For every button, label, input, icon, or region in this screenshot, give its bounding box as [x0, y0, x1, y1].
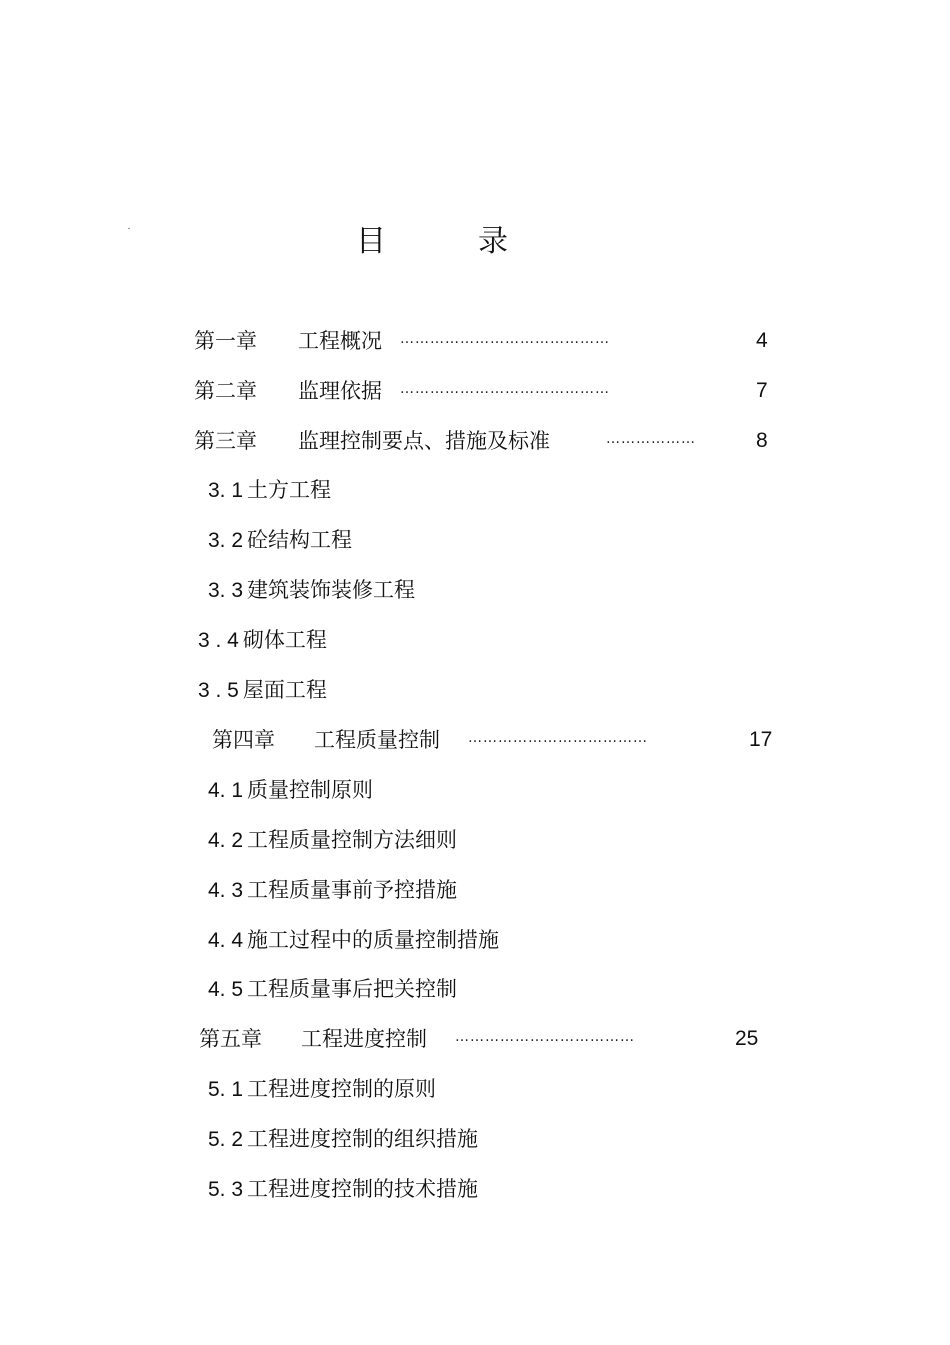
leader-dots: ………………………………: [468, 730, 648, 746]
section-title: 质量控制原则: [247, 778, 374, 802]
chapter-title: 监理依据: [298, 379, 382, 403]
section-number: 5. 2: [208, 1128, 244, 1151]
title-char-2: 录: [478, 224, 508, 259]
page-number: 17: [749, 728, 773, 751]
section-title: 砌体工程: [242, 628, 327, 652]
leader-dots: ……………………………………: [400, 381, 610, 397]
page-number: 25: [735, 1027, 759, 1050]
section-title: 施工过程中的质量控制措施: [247, 928, 500, 952]
page-number: 8: [756, 429, 768, 452]
toc-entry-section-3-4[interactable]: [198, 626, 327, 655]
toc-entry-section-5-3[interactable]: [208, 1175, 478, 1204]
page-number: 7: [756, 379, 768, 402]
toc-entry-section-5-1[interactable]: [208, 1075, 436, 1104]
toc-entry-section-5-2[interactable]: [208, 1125, 478, 1154]
section-number: 4. 5: [208, 978, 244, 1001]
section-title: 工程进度控制的技术措施: [247, 1177, 479, 1201]
toc-entry-section-3-3[interactable]: [208, 576, 415, 605]
section-number: 4. 4: [208, 929, 244, 952]
leader-dots: ………………: [606, 431, 696, 447]
section-number: 4. 1: [208, 779, 244, 802]
section-number: 3. 1: [208, 479, 244, 502]
page-number: 4: [756, 329, 768, 352]
toc-entry-section-4-2[interactable]: [208, 826, 457, 855]
section-title: 工程质量事前予控措施: [247, 878, 458, 902]
section-number: 4. 2: [208, 829, 244, 852]
scan-speck: [128, 228, 130, 229]
section-number: 3 . 5: [198, 679, 239, 702]
section-number: 5. 1: [208, 1078, 244, 1101]
chapter-number: 第三章: [194, 429, 257, 453]
chapter-number: 第一章: [194, 329, 257, 353]
section-title: 工程进度控制的组织措施: [247, 1127, 479, 1151]
toc-entry-section-3-2[interactable]: [208, 526, 352, 555]
section-title: 工程质量事后把关控制: [247, 977, 458, 1001]
toc-entry-section-4-3[interactable]: [208, 876, 457, 905]
chapter-title: 工程质量控制: [314, 728, 440, 752]
leader-dots: ………………………………: [455, 1029, 635, 1045]
section-title: 砼结构工程: [247, 528, 353, 552]
section-number: 4. 3: [208, 879, 244, 902]
section-title: 屋面工程: [242, 678, 327, 702]
toc-entry-section-4-4[interactable]: [208, 926, 499, 955]
toc-entry-section-3-5[interactable]: [198, 676, 327, 705]
section-title: 工程质量控制方法细则: [247, 828, 458, 852]
toc-entry-section-4-5[interactable]: [208, 975, 457, 1004]
toc-entry-section-4-1[interactable]: [208, 776, 373, 805]
section-number: 3. 2: [208, 529, 244, 552]
section-number: 3 . 4: [198, 629, 239, 652]
toc-entry-section-3-1[interactable]: [208, 476, 331, 505]
section-title: 建筑装饰装修工程: [247, 578, 416, 602]
chapter-number: 第四章: [212, 728, 275, 752]
chapter-title: 监理控制要点、措施及标准: [298, 429, 550, 453]
chapter-number: 第二章: [194, 379, 257, 403]
title-char-1: 目: [356, 224, 386, 259]
chapter-title: 工程概况: [298, 329, 382, 353]
section-number: 5. 3: [208, 1178, 244, 1201]
section-title: 土方工程: [247, 478, 332, 502]
leader-dots: ……………………………………: [400, 331, 610, 347]
section-number: 3. 3: [208, 579, 244, 602]
chapter-number: 第五章: [199, 1027, 262, 1051]
section-title: 工程进度控制的原则: [247, 1077, 437, 1101]
chapter-title: 工程进度控制: [301, 1027, 427, 1051]
